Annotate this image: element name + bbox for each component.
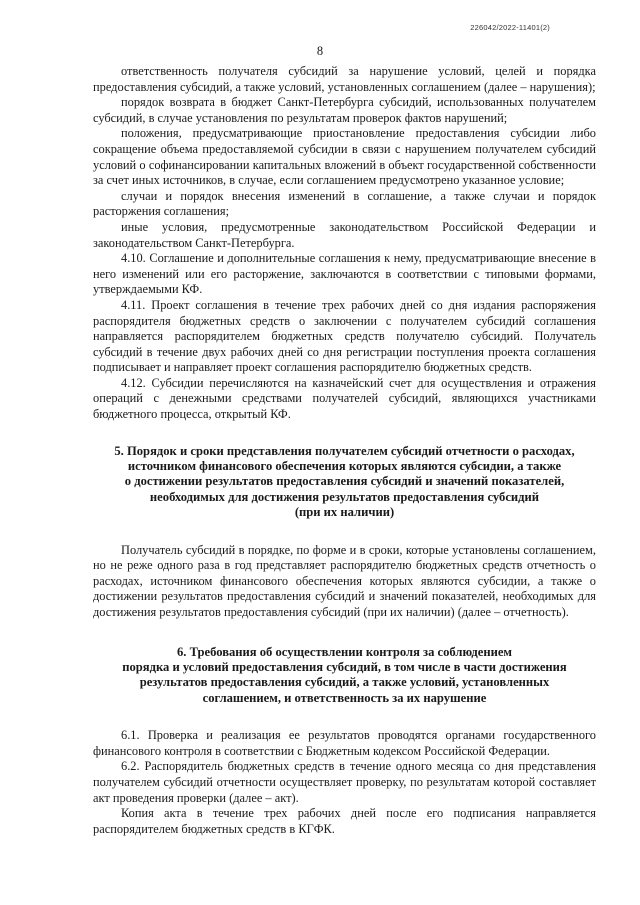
section-6-heading-line: 6. Требования об осуществлении контроля за соблюдением [176,644,513,659]
paragraph-amendments: случаи и порядок внесения изменений в соглашение, а также случаи и порядок расторжения соглашения; [93,188,596,219]
section-5-heading-line: источником финансового обеспечения которых являются субсидии, а также [127,459,562,474]
section-5-heading-line: необходимых для достижения результатов предоставления субсидий [149,489,540,504]
paragraph-suspension: положения, предусматривающие приостановление предоставления субсидии либо сокращение объема предоставляемой субсидии в связи с нарушением получателем субсидий условий о софинансировании капитальных вложений в объект государственной собственности за счет иных источников, в случае, если соглашением предусмотрено указанное условие; [93,126,596,188]
paragraph-4-12: 4.12. Субсидии перечисляются на казначейский счет для осуществления и отражения операций с денежными средствами получателей субсидий, являющихся участниками бюджетного процесса, открытый КФ. [93,375,596,422]
section-6-heading [93,645,596,707]
section-6-heading-line: соглашением, и ответственность за их нарушение [202,690,487,705]
document-body [93,64,596,837]
paragraph-responsibility: ответственность получателя субсидий за нарушение условий, целей и порядка предоставления субсидий, а также условий, установленных соглашением (далее – нарушения); [93,64,596,94]
paragraph-other-conditions: иные условия, предусмотренные законодательством Российской Федерации и законодательством Санкт-Петербурга. [93,219,596,250]
paragraph-4-10: 4.10. Соглашение и дополнительные соглашения к нему, предусматривающие внесение в него изменений или его расторжение, заключаются в соответствии с типовыми формами, утверждаемыми КФ. [93,251,596,297]
paragraph-6-1: 6.1. Проверка и реализация ее результатов проводятся органами государственного финансового контроля в соответствии с Бюджетным кодексом Российской Федерации. [93,728,596,758]
paragraph-act-copy: Копия акта в течение трех рабочих дней после его подписания направляется распорядителем бюджетных средств в КГФК. [93,806,596,836]
paragraph-section-5: Получатель субсидий в порядке, по форме и в сроки, которые установлены соглашением, но не реже одного раза в год представляет распорядителю бюджетных средств отчетность о расходах, источником финансового обеспечения которых являются субсидии, а также о достижении результатов предоставления субсидий и значений показателей, необходимых для достижения результатов предоставления субсидий (при их наличии) (далее – отчетность). [93,542,596,620]
section-5-heading [93,444,596,521]
paragraph-6-2: 6.2. Распорядитель бюджетных средств в течение одного месяца со дня представления получателем субсидий отчетности осуществляет проверку, по результатам которой составляет акт проведения проверки (далее – акт). [93,759,596,805]
page-number: 8 [316,44,324,58]
section-6-heading-line: порядка и условий предоставления субсидий, в том числе в части достижения [122,660,567,675]
paragraph-4-11: 4.11. Проект соглашения в течение трех рабочих дней со дня издания распоряжения распорядителя бюджетных средств о заключении с получателем субсидий соглашения направляется распорядителем бюджетных средств получателю субсидий. Получатель субсидий в течение двух рабочих дней со дня регистрации поступления проекта соглашения подписывает и направляет проект соглашения распорядителю бюджетных средств. [93,297,596,375]
section-5-heading-line: 5. Порядок и сроки представления получателем субсидий отчетности о расходах, [114,443,575,458]
section-5-heading-line: (при их наличии) [294,505,395,520]
document-number: 226042/2022-11401(2) [470,23,550,32]
section-5-heading-line: о достижении результатов предоставления субсидий и значений показателей, [124,474,565,489]
paragraph-refund-procedure: порядок возврата в бюджет Санкт-Петербурга субсидий, использованных получателем субсидий, в случае установления по результатам проверок фактов нарушений; [93,95,596,125]
section-6-heading-line: результатов предоставления субсидий, а также условий, установленных [139,675,550,690]
